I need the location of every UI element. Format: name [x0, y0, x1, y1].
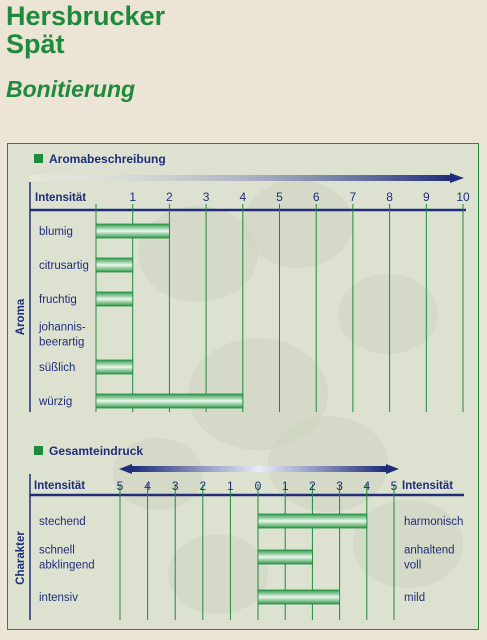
y-axis-label: Charakter: [15, 531, 27, 585]
x-tick-label-right: 1: [281, 479, 289, 493]
category-label-wrzig: würzig: [39, 396, 73, 408]
legend-square: [34, 446, 43, 455]
x-tick-label-right: 3: [336, 479, 343, 493]
x-tick-label-right: 0: [254, 479, 262, 493]
bar-fruchtig: [96, 292, 133, 306]
background-texture: [268, 416, 388, 512]
x-tick-label-left: 3: [171, 479, 179, 493]
x-axis-label-left: Intensität: [34, 480, 86, 492]
chart-canvas: [8, 144, 479, 630]
bar-intensiv: [258, 590, 340, 604]
x-tick-label-left: 1: [227, 479, 234, 493]
intensity-arrow-head: [450, 173, 464, 183]
intensity-arrow-shaft: [30, 175, 450, 181]
page-title-line-2: Spät: [6, 29, 65, 59]
chart-title-aroma: Aromabeschreibung: [49, 152, 166, 166]
bar-blumig: [96, 224, 169, 238]
category-label-citrusartig: citrusartig: [39, 260, 89, 272]
x-tick-label: 7: [349, 190, 357, 204]
chart-panel: [7, 143, 479, 630]
x-tick-label-left: 4: [144, 479, 151, 493]
intensity-arrow-head-right: [386, 464, 399, 474]
x-tick-label: 3: [202, 190, 210, 204]
bar-citrusartig: [96, 258, 133, 272]
x-axis-label-right: Intensität: [402, 480, 454, 492]
category-label-blumig: blumig: [39, 226, 73, 238]
bar-stechend: [258, 514, 367, 528]
x-tick-label-right: 4: [363, 479, 371, 493]
category-label-schnell: abklingend: [39, 559, 95, 572]
x-tick-label: 8: [386, 190, 393, 204]
x-axis-label: Intensität: [35, 192, 87, 204]
x-tick-label: 6: [312, 190, 320, 204]
category-label-right-anhaltend: anhaltend: [404, 544, 455, 557]
bar-slich: [96, 360, 133, 374]
x-tick-label: 4: [239, 190, 247, 204]
y-axis-label: Aroma: [15, 298, 27, 336]
category-label-stechend: stechend: [39, 516, 86, 528]
x-tick-label: 1: [129, 190, 137, 204]
background-texture: [168, 534, 268, 614]
intensity-arrow-shaft: [132, 466, 386, 472]
category-label-right-harmonisch: harmonisch: [404, 516, 464, 528]
background-texture: [243, 180, 353, 268]
category-label-right-anhaltend: voll: [404, 559, 422, 572]
category-label-slich: süßlich: [39, 362, 76, 374]
chart-title-gesamteindruck: Gesamteindruck: [49, 444, 144, 458]
x-tick-label: 10: [456, 190, 470, 204]
x-tick-label: 5: [276, 190, 283, 204]
background-texture: [138, 206, 258, 302]
category-label-fruchtig: fruchtig: [39, 294, 77, 306]
bar-schnell: [258, 550, 312, 564]
category-label-johannis: johannis-: [39, 321, 86, 334]
page-title-line-1: Hersbrucker: [6, 1, 166, 31]
x-tick-label-right: 5: [390, 479, 398, 493]
x-tick-label: 2: [166, 190, 173, 204]
x-tick-label-left: 5: [116, 479, 124, 493]
x-tick-label: 9: [422, 190, 430, 204]
category-label-intensiv: intensiv: [39, 592, 78, 604]
legend-square: [34, 154, 43, 163]
category-label-johannis: beerartig: [39, 336, 85, 349]
x-tick-label-right: 2: [309, 479, 316, 493]
category-label-schnell: schnell: [39, 544, 75, 557]
page-subtitle: Bonitierung: [6, 76, 136, 102]
x-tick-label-left: 2: [199, 479, 207, 493]
bar-wrzig: [96, 394, 243, 408]
category-label-right-mild: mild: [404, 592, 426, 604]
